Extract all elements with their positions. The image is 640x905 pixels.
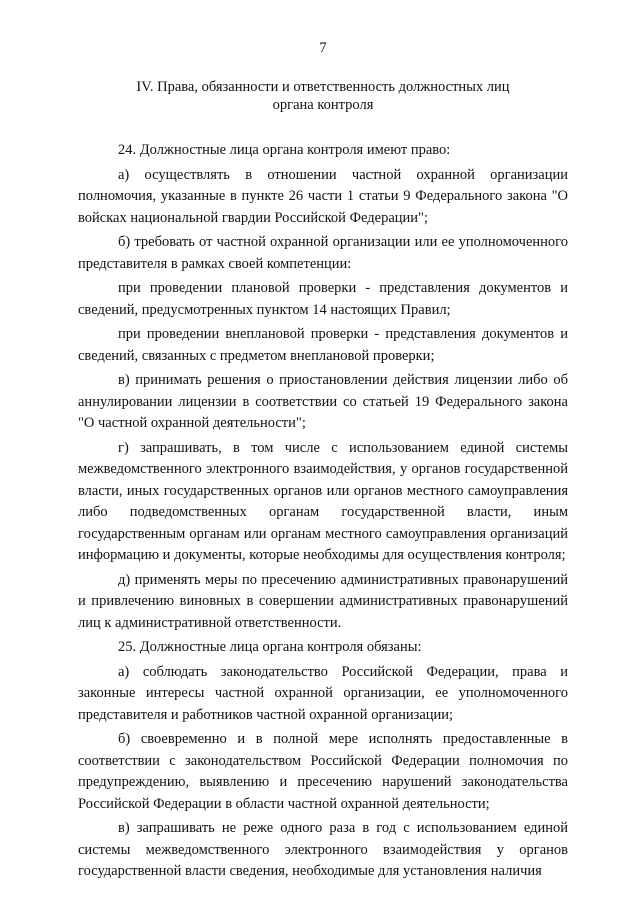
paragraph-25-intro: 25. Должностные лица органа контроля обязаны:	[118, 639, 422, 655]
paragraph-25-v: в) запрашивать не реже одного раза в год с использованием единой системы межведомственного электронного взаимодействия у органов государственной власти сведения, необходимые для установления наличия	[78, 820, 568, 879]
paragraph-25-a: а) соблюдать законодательство Российской Федерации, права и законные интересы частной охранной организации, ее уполномоченного представителя и работников частной охранной организации;	[78, 663, 568, 723]
section-title	[78, 78, 568, 114]
paragraph-24-g: г) запрашивать, в том числе с использованием единой системы межведомственного электронного взаимодействия, у органов государственной власти, иных государственных органов или органов местного самоуправления либо подведомственных органам государственной власти, иным государственным органам или органам местного самоуправления организаций информацию и документы, которые необходимы для осуществления контроля;	[78, 439, 568, 563]
paragraph-24-d: д) применять меры по пресечению административных правонарушений и привлечению виновных в совершении административных правонарушений лиц к административной ответственности.	[78, 571, 568, 631]
page-number: 7	[319, 40, 327, 56]
paragraph-24-b-unplanned: при проведении внеплановой проверки - представления документов и сведений, связанных с предметом внеплановой проверки;	[78, 326, 568, 364]
paragraph-24-intro: 24. Должностные лица органа контроля имеют право:	[118, 142, 451, 158]
document-body	[78, 140, 568, 883]
section-title-line-1: IV. Права, обязанности и ответственность должностных лиц	[136, 79, 510, 95]
section-title-line-2: органа контроля	[272, 97, 374, 113]
paragraph-24-v: в) принимать решения о приостановлении действия лицензии либо об аннулировании лицензии в соответствии со статьей 19 Федерального закона "О частной охранной деятельности";	[78, 372, 568, 431]
paragraph-24-b-planned: при проведении плановой проверки - представления документов и сведений, предусмотренных пунктом 14 настоящих Правил;	[78, 280, 568, 318]
paragraph-24-b: б) требовать от частной охранной организации или ее уполномоченного представителя в рамках своей компетенции:	[78, 234, 568, 272]
paragraph-24-a: а) осуществлять в отношении частной охранной организации полномочия, указанные в пункте 26 части 1 статьи 9 Федерального закона "О войсках национальной гвардии Российской Федерации";	[78, 166, 568, 226]
paragraph-25-b: б) своевременно и в полной мере исполнять предоставленные в соответствии с законодательством Российской Федерации полномочия по предупреждению, выявлению и пресечению нарушений законодательства Российской Федерации в области частной охранной деятельности;	[78, 731, 568, 812]
